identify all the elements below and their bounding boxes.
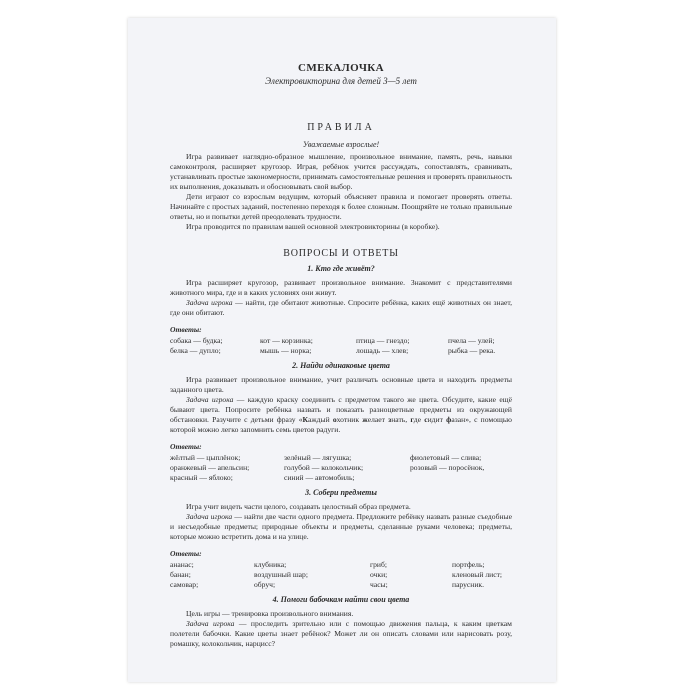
rules-greeting: Уважаемые взрослые! <box>302 140 380 149</box>
answer-item: ананас; <box>170 560 194 569</box>
answer-item: розовый — поросёнок, <box>410 463 485 472</box>
answer-item: парусник. <box>452 580 485 589</box>
mnemonic-letter: К <box>302 415 309 424</box>
answer-item: красный — яблоко; <box>170 473 233 482</box>
section-2-intro: Игра развивает произвольное внимание, учит различать основные цвета и находить предметы заданного цвета. <box>170 375 512 394</box>
section-2-answers <box>170 453 512 483</box>
answer-item: фиолетовый — слива; <box>410 453 482 462</box>
rules-paragraph-1: Игра развивает наглядно-образное мышление, произвольное внимание, память, речь, навыки самоконтроля, расширяет кругозор. Играя, ребёнок учится рассуждать, сопоставлять, сравнивать, устанавливать простые закономерности, принимать самостоятельные решения и проверять правильность их выполнения, доказывать и обосновывать свой выбор. <box>170 152 512 191</box>
answer-item: портфель; <box>452 560 485 569</box>
section-3-answers <box>170 560 512 590</box>
answer-item: рыбка — река. <box>448 346 496 355</box>
answer-item: банан; <box>170 570 191 579</box>
rules-heading: ПРАВИЛА <box>307 122 375 133</box>
answer-item: мышь — норка; <box>260 346 312 355</box>
mnemonic-word: елает <box>367 415 389 424</box>
section-3-answers-label: Ответы: <box>170 549 202 558</box>
section-4-task-text: — проследить зрительно или с помощью движения пальца, к каким цветкам полетели бабочки. Какие цветы знает ребёнок? Может ли он описать словами или нарисовать розу, ромашку, колокольчик, нарцисс? <box>170 619 512 648</box>
answer-item: собака — будка; <box>170 336 223 345</box>
section-3-task-text: — найти две части одного предмета. Предложите ребёнку назвать разные съедобные и несъедобные предметы; природные объекты и предметы, сделанные руками человека; предметы, которые можно встретить дома и на улице. <box>170 512 512 541</box>
answer-item: клубника; <box>254 560 287 569</box>
document-title: СМЕКАЛОЧКА <box>297 62 385 74</box>
section-1-title: 1. Кто где живёт? <box>307 264 375 273</box>
mnemonic-word: аждый <box>308 415 333 424</box>
mnemonic-word: азан <box>451 415 466 424</box>
answer-item <box>410 473 520 483</box>
task-label: Задача игрока <box>186 619 235 628</box>
mnemonic-letter: с <box>424 415 428 424</box>
answer-item: гриб; <box>370 560 387 569</box>
section-4-task <box>170 619 512 649</box>
sheet-content <box>170 62 512 649</box>
answer-item: лошадь — хлев; <box>356 346 409 355</box>
section-2-task-end: », с помощью которой можно легко запомнить семь цветов радуги. <box>170 415 512 434</box>
rainbow-mnemonic-phrase <box>303 415 466 424</box>
section-2-task-text: — каждую краску соединить с предметом такого же цвета. Обсудите, какие ещё бывают цвета. Попросите ребёнка назвать и показать разноцветные предметы из окружающей обстановки. Разучите с детьми фразу « <box>170 395 512 424</box>
mnemonic-letter: ф <box>446 415 452 424</box>
rules-paragraph-2: Дети играют со взрослым ведущим, который объясняет правила и помогает проверять ответы. Начинайте с простых заданий, постепенно переходя к более сложным. Поощряйте не только правильные ответы, но и попытки детей преодолевать трудности. <box>170 192 512 221</box>
mnemonic-letter: з <box>388 415 392 424</box>
section-1-intro: Игра расширяет кругозор, развивает произвольное внимание. Знакомит с представителями животного мира, где и в каких условиях они живут. <box>170 278 512 297</box>
answer-item: очки; <box>370 570 388 579</box>
task-label: Задача игрока <box>186 298 233 307</box>
mnemonic-letter: о <box>332 415 337 424</box>
answer-item: белка — дупло; <box>170 346 221 355</box>
mnemonic-word: де <box>413 415 425 424</box>
answer-item: жёлтый — цыплёнок; <box>170 453 241 462</box>
section-4-intro: Цель игры — тренировка произвольного внимания. <box>186 609 354 618</box>
answer-item: оранжевый — апельсин; <box>170 463 250 472</box>
section-3-intro: Игра учит видеть части целого, создавать целостный образ предмета. <box>186 502 411 511</box>
section-3-title: 3. Собери предметы <box>305 488 377 497</box>
section-4-title: 4. Помоги бабочкам найти свои цвета <box>272 595 410 604</box>
answer-item: кленовый лист; <box>452 570 503 579</box>
qa-heading: ВОПРОСЫ И ОТВЕТЫ <box>283 248 399 259</box>
mnemonic-word: идит <box>427 415 447 424</box>
section-1-task-text: — найти, где обитают животные. Спросите ребёнка, каких ещё животных он знает, где они обитают. <box>170 298 512 317</box>
section-3-task <box>170 512 512 542</box>
section-2-task <box>170 395 512 435</box>
answer-item: обруч; <box>254 580 276 589</box>
section-2-answers-label: Ответы: <box>170 442 202 451</box>
mnemonic-letter: ж <box>362 415 368 424</box>
answer-item: птица — гнездо; <box>356 336 410 345</box>
section-1-task <box>170 298 512 318</box>
document-subtitle: Электровикторина для детей 3—5 лет <box>265 76 417 86</box>
answer-item: самовар; <box>170 580 199 589</box>
mnemonic-word: хотник <box>336 415 363 424</box>
rules-paragraph-3: Игра проводится по правилам вашей основной электровикторины (в коробке). <box>186 222 440 231</box>
section-1-answers-label: Ответы: <box>170 325 202 334</box>
answer-item: зелёный — лягушка; <box>284 453 352 462</box>
answer-item: синий — автомобиль; <box>284 473 355 482</box>
answer-item: часы; <box>370 580 388 589</box>
mnemonic-letter: г <box>410 415 414 424</box>
answer-item: кот — корзинка; <box>260 336 313 345</box>
instruction-sheet <box>128 18 556 682</box>
answer-item: пчела — улей; <box>448 336 495 345</box>
task-label: Задача игрока <box>186 512 233 521</box>
section-2-title: 2. Найди одинаковые цвета <box>292 361 390 370</box>
section-1-answers <box>170 336 512 356</box>
task-label: Задача игрока <box>186 395 234 404</box>
mnemonic-word: нать, <box>391 415 411 424</box>
answer-item: воздушный шар; <box>254 570 308 579</box>
answer-item: голубой — колокольчик; <box>284 463 364 472</box>
